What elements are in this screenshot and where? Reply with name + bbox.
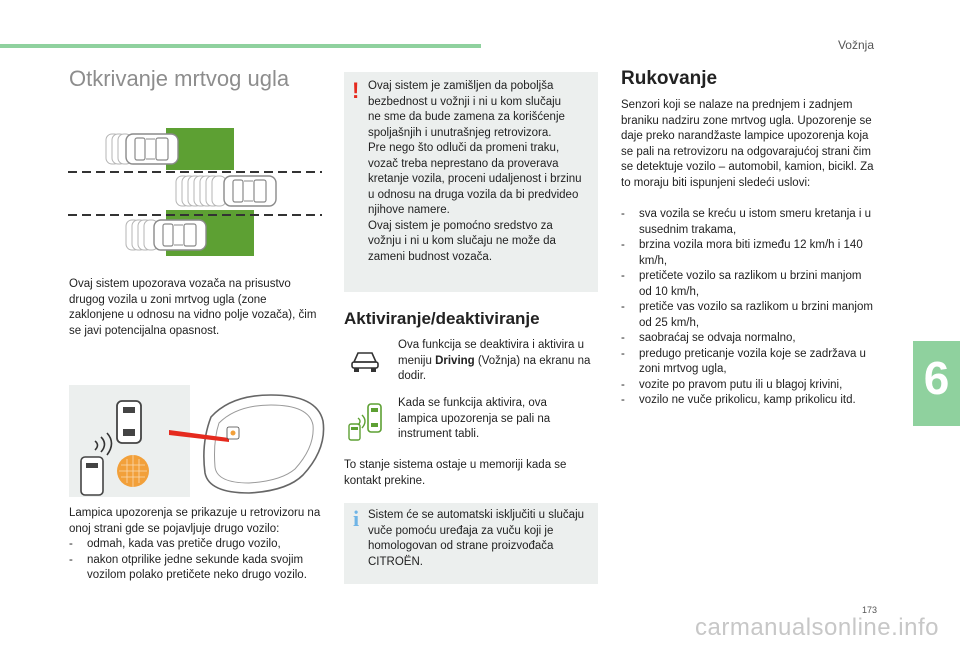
memory-text: To stanje sistema ostaje u memoriji kada se kontakt prekine. — [344, 459, 567, 487]
header-accent-bar — [0, 44, 481, 48]
warning-text: Ovaj sistem je zamišljen da poboljša bezbednost u vožnji i ni u kom slučaju ne sme da bude zamena za korišćenje spoljašnjih i unutrašnjeg retrovizora. Pre nego što odluči da promeni traku, vozač treba neprestano da proverava kretanje vozila, proceni udaljenost i brzinu u odnosu na druga vozila da bi predvideo njihove namere. Ovaj sistem je pomoćno sredstvo za vožnju i ni u kom slučaju ne može da zameni budnost vozača. — [368, 80, 582, 263]
list-item: - saobraćaj se odvaja normalno, — [621, 331, 875, 347]
list-item: - predugo preticanje vozila koje se zadržava u zoni mrtvog ugla, — [621, 347, 875, 378]
dashboard-blind-spot-icon — [346, 400, 386, 442]
touchscreen-car-icon — [350, 348, 380, 374]
list-item: - brzina vozila mora biti između 12 km/h i 140 km/h, — [621, 238, 875, 269]
list-item: - vozilo ne vuče prikolicu, kamp prikolicu itd. — [621, 393, 875, 409]
list-item: - pretičete vozilo sa razlikom u brzini manjom od 10 km/h, — [621, 269, 875, 300]
operation-intro: Senzori koji se nalaze na prednjem i zadnjem braniku nadziru zone mrtvog ugla. Upozorenje se daje preko narandžaste lampice upozorenja koja se pali na retrovizoru na odgovarajućoj strani čim se detektuje vozilo – automobil, kamion, bicikl. Za to moraju biti ispunjeni sledeći uslovi: — [621, 99, 874, 189]
info-icon: i — [353, 506, 360, 531]
list-item: - pretiče vas vozilo sa razlikom u brzini manjom od 25 km/h, — [621, 300, 875, 331]
mirror-warning-illustration — [69, 385, 331, 497]
activation-heading: Aktiviranje/deaktiviranje — [344, 309, 540, 328]
page-title: Otkrivanje mrtvog ugla — [69, 66, 290, 91]
mirror-list — [69, 537, 329, 584]
warning-exclamation-icon: ! — [352, 78, 360, 103]
list-item: - sva vozila se kreću u istom smeru kretanja i u susednim trakama, — [621, 207, 875, 238]
step1-text: Ova funkcija se deaktivira i aktivira u meniju Driving (Vožnja) na ekranu na dodir. — [398, 339, 591, 382]
info-box — [344, 503, 598, 584]
watermark: carmanualsonline.info — [695, 614, 939, 641]
chapter-tab — [913, 341, 960, 426]
intro-paragraph: Ovaj sistem upozorava vozača na prisustvo drugog vozila u zoni mrtvog ugla (zone zaklonjene u odnosu na vidno polje vozača), čim se javi potencijalna opasnost. — [69, 278, 317, 337]
page-number: 173 — [862, 605, 878, 615]
list-item: - nakon otprilike jedne sekunde kada svojim vozilom polako pretičete neko drugo vozilo. — [69, 553, 329, 584]
mirror-paragraph: Lampica upozorenja se prikazuje u retrovizoru na onoj strani gde se pojavljuje drugo vozilo: — [69, 507, 321, 535]
conditions-list — [621, 207, 875, 409]
info-text: Sistem će se automatski isključiti u slučaju vuče pomoću uređaja za vuču koji je homologovan od strane proizvođača CITROËN. — [368, 509, 585, 568]
operation-heading: Rukovanje — [621, 68, 718, 89]
car-lanes-illustration — [64, 122, 326, 258]
section-name: Vožnja — [837, 38, 874, 52]
warning-box — [344, 72, 598, 292]
list-item: - vozite po pravom putu ili u blagoj krivini, — [621, 378, 875, 394]
step2-text: Kada se funkcija aktivira, ova lampica upozorenja se pali na instrument tabli. — [398, 397, 551, 440]
chapter-number: 6 — [923, 352, 950, 404]
list-item: - odmah, kada vas pretiče drugo vozilo, — [69, 537, 329, 553]
